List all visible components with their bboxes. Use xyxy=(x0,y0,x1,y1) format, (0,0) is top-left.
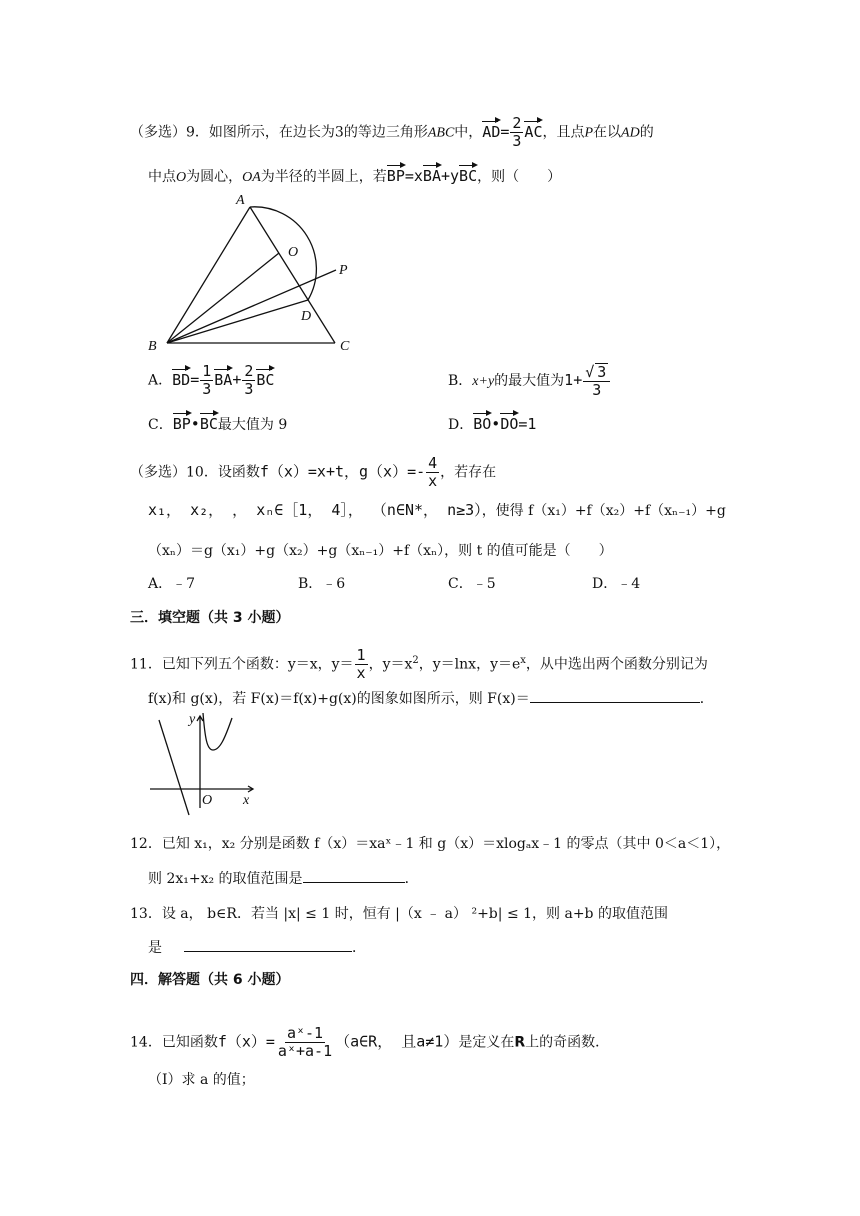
q11-line2: f(x)和 g(x)，若 F(x)＝f(x)+g(x)的图象如图所示，则 F(x)＝ ． xyxy=(148,688,714,709)
q11-answer-blank xyxy=(530,688,700,703)
label-c: C xyxy=(340,339,350,354)
vector-bp: BP xyxy=(387,162,405,186)
section-4-heading: 四．解答题（共 6 小题） xyxy=(130,972,290,988)
q12-line2: 则 2x₁+x₂ 的取值范围是 ． xyxy=(148,868,419,889)
function-graph-figure xyxy=(145,708,265,818)
q10-line3: （xₙ）＝g（x₁）+g（x₂）+g（xₙ₋₁）+f（xₙ），则 t 的值可能是（ ） xyxy=(148,543,613,559)
q9-line1: （多选）9．如图所示，在边长为3的等边三角形ABC中，AD= $\frac{2}{3}$ AC，且点P在以AD的 xyxy=(130,114,654,150)
label-a: A xyxy=(236,193,245,208)
label-o: O xyxy=(288,245,299,260)
q14-line1: 14．已知函数f（x）= $\frac{\text{aˣ-1}}{\text{aˣ+a-1}}$ （a∈R， 且a≠1）是定义在R上的奇函数． xyxy=(130,1024,610,1060)
q9-option-d: D．BO•DO=1 xyxy=(448,410,536,435)
q13-line2: 是 ． xyxy=(148,937,366,958)
q10-option-b: B．﹣6 xyxy=(298,576,346,592)
left-branch xyxy=(159,720,189,815)
q11-line1: 11．已知下列五个函数：y＝x，y＝ $\frac{1}{x}$ ，$y=x^2$，y＝lnx，$y=e^x$，从中选出两个函数分别记为 xyxy=(130,646,708,682)
q9-option-c: C．BP•BC最大值为 9 xyxy=(148,410,287,435)
q12-answer-blank xyxy=(303,868,405,883)
label-b: B xyxy=(148,339,157,354)
side-ac xyxy=(250,207,335,343)
vector-ad: AD xyxy=(482,118,500,142)
triangle-semicircle-figure xyxy=(140,190,370,360)
right-branch xyxy=(203,713,232,750)
q10-option-a: A．﹣7 xyxy=(148,576,196,592)
q10-option-d: D．﹣4 xyxy=(592,576,641,592)
q9-option-b: B．x+y的最大值为1+ $\frac{√ 3}{3}$ xyxy=(448,363,611,399)
q10-line2: x₁， x₂， ， xₙ∈［1， 4］， （n∈N*， n≥3），使得 f（x₁）+f（x₂）+f（xₙ₋₁）+g xyxy=(148,501,726,519)
q10-line1: （多选）10．设函数f（x）=x+t，g（x）=- $\frac{4}{x}$ ，若存在 xyxy=(130,454,497,490)
section-3-heading: 三．填空题（共 3 小题） xyxy=(130,610,290,626)
q9-line2: 中点O为圆心，OA为半径的半圆上，若BP=xBA+yBC，则（ ） xyxy=(148,162,561,188)
q9-option-a: A．BD= $\frac{1}{3}$ BA+ $\frac{2}{3}$ BC xyxy=(148,362,275,398)
q10-option-c: C．﹣5 xyxy=(448,576,496,592)
q13-answer-blank xyxy=(184,937,352,952)
vector-bc: BC xyxy=(459,162,477,186)
q13-line1: 13．设 a， b∈R．若当 |x| ≤ 1 时，恒有 |（x ﹣ a） ²+b| ≤ 1，则 a+b 的取值范围 xyxy=(130,906,668,922)
axis-label-x: x xyxy=(243,793,250,808)
segment-bo xyxy=(167,253,279,343)
segment-bp xyxy=(167,270,336,343)
vector-ba: BA xyxy=(423,162,441,186)
label-p: P xyxy=(339,263,348,278)
axis-label-y: y xyxy=(189,712,196,727)
q12-line1: 12．已知 x₁，x₂ 分别是函数 f（x）＝xaˣ﹣1 和 g（x）＝xlogₐx﹣1 的零点（其中 0＜a＜1）， xyxy=(130,836,731,852)
semicircle-arc xyxy=(250,207,316,300)
q14-part1: （Ⅰ）求 a 的值； xyxy=(148,1072,255,1088)
origin-label: O xyxy=(202,793,213,808)
segment-bd xyxy=(167,300,308,343)
fraction-two-thirds: $\frac{2}{3}$ xyxy=(512,114,522,150)
side-ba xyxy=(167,207,250,343)
label-d: D xyxy=(301,309,312,324)
vector-ac: AC xyxy=(524,118,542,142)
